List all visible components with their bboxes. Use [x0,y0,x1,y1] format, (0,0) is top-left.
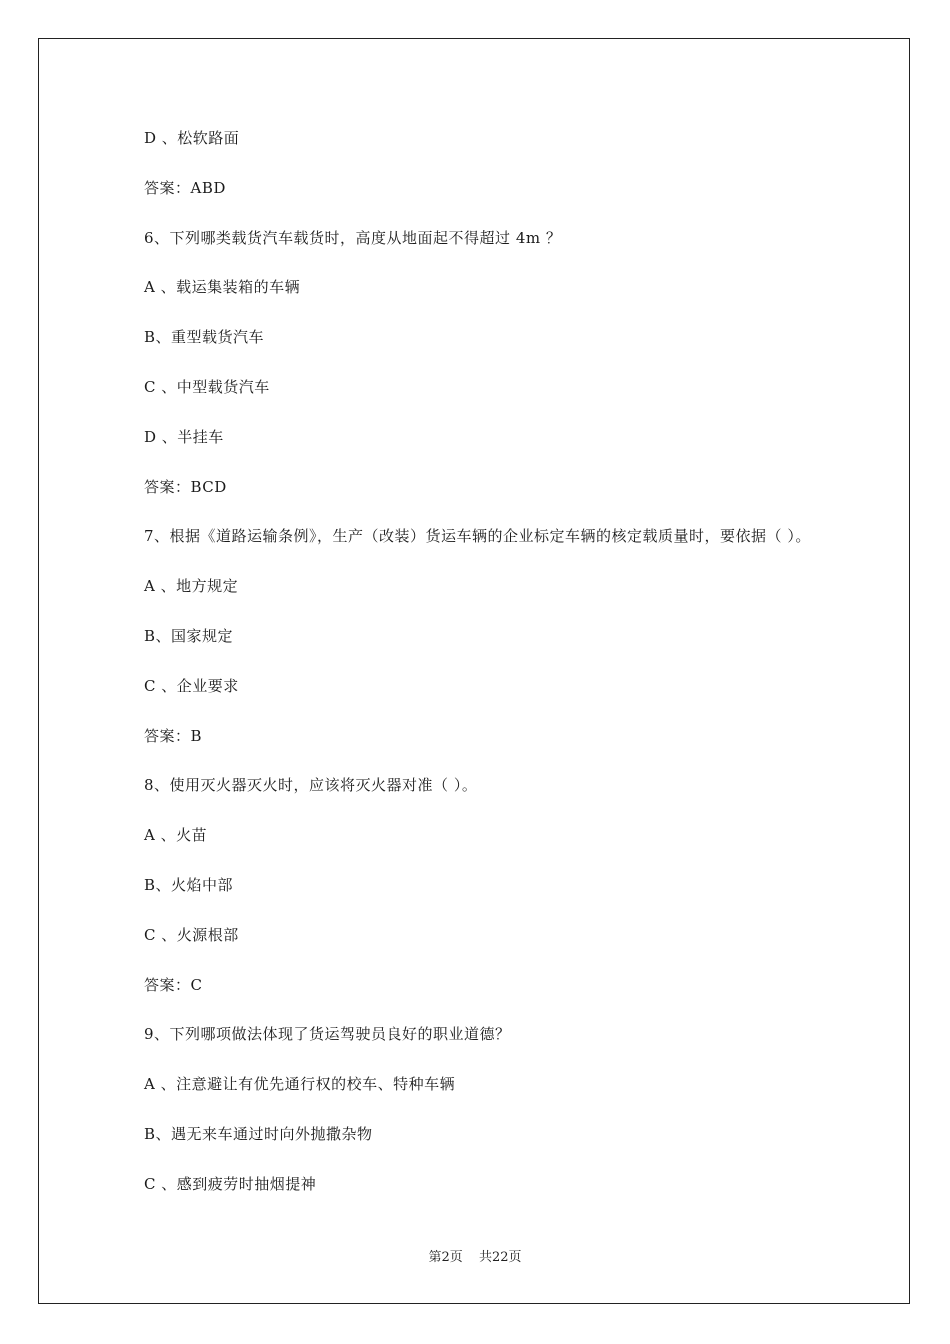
q9-option-a: A 、注意避让有优先通行权的校车、特种车辆 [144,1075,456,1094]
answer-q7: 答案：B [144,726,203,745]
q7-option-b: B、国家规定 [144,626,234,645]
page-footer [0,1246,950,1265]
document-body [144,124,864,1220]
question-7: 7、根据《道路运输条例》，生产（改装）货运车辆的企业标定车辆的核定载质量时，要依据（ ）。 [144,527,811,546]
page-number: 第2页 [428,1250,463,1265]
q8-option-b: B、火焰中部 [144,875,234,894]
option-d-soft-road: D 、松软路面 [144,129,240,147]
q9-option-b: B、遇无来车通过时向外抛撒杂物 [144,1124,373,1143]
question-9: 9、下列哪项做法体现了货运驾驶员良好的职业道德？ [144,1025,511,1044]
answer-q6: 答案：BCD [144,477,227,496]
q6-option-b: B、重型载货汽车 [144,328,265,347]
q9-option-c: C 、感到疲劳时抽烟提神 [144,1174,317,1193]
answer-q5: 答案：ABD [144,178,226,197]
q6-option-a: A 、载运集装箱的车辆 [144,278,301,297]
q8-option-a: A 、火苗 [144,826,208,845]
q7-option-a: A 、地方规定 [144,577,239,596]
page-total: 共22页 [478,1250,522,1265]
question-8: 8、使用灭火器灭火时，应该将灭火器对准（ ）。 [144,776,478,795]
question-6: 6、下列哪类载货汽车载货时，高度从地面起不得超过 4m ？ [144,228,562,247]
q6-option-c: C 、中型载货汽车 [144,377,270,396]
answer-q8: 答案：C [144,975,203,994]
q6-option-d: D 、半挂车 [144,427,224,446]
q8-option-c: C 、火源根部 [144,925,239,944]
q7-option-c: C 、企业要求 [144,676,239,695]
